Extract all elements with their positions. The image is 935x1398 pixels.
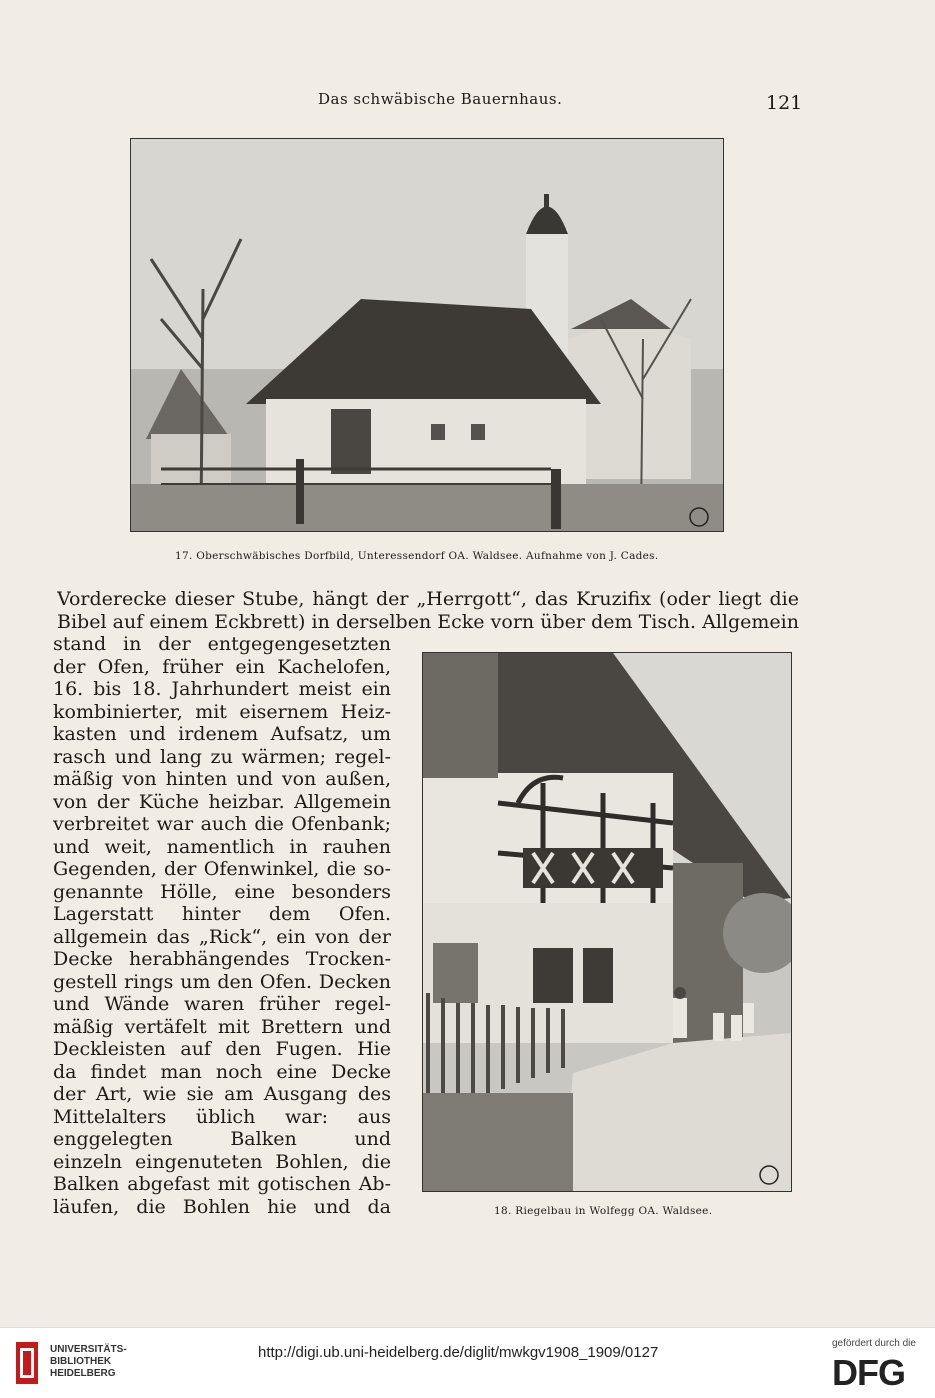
text-line: da findet man noch eine Decke: [53, 1060, 391, 1083]
text-line: Deckleisten auf den Fugen. Hie: [53, 1038, 391, 1060]
library-name-line: UNIVERSITÄTS-: [50, 1344, 127, 1355]
text-line: kasten und irdenem Aufsatz, um: [53, 723, 391, 745]
figure-18-half-timbered-house-photo: [422, 652, 792, 1192]
text-line: allgemein das „Rick“, ein von der: [53, 925, 391, 948]
running-title: Das schwäbische Bauernhaus.: [318, 90, 563, 108]
figure-17-village-photo: [130, 138, 724, 532]
library-name-line: BIBLIOTHEK: [50, 1356, 112, 1367]
text-line: der Art, wie sie am Ausgang des: [53, 1083, 391, 1105]
text-line: mäßig vertäfelt mit Brettern und: [53, 1015, 391, 1038]
text-line: verbreitet war auch die Ofenbank;: [53, 813, 391, 835]
text-line: und weit, namentlich in rauhen: [53, 835, 391, 858]
text-line: 16. bis 18. Jahrhundert meist ein: [53, 678, 391, 700]
text-line: der Ofen, früher ein Kachelofen,: [53, 655, 391, 678]
text-line: mäßig von hinten und von außen,: [53, 768, 391, 790]
text-line: Bibel auf einem Eckbrett) in derselben Ecke vorn über dem Tisch. Allgemein: [57, 610, 799, 633]
digitization-footer: [0, 1327, 935, 1398]
text-line: einzeln eingenuteten Bohlen, die: [53, 1150, 391, 1173]
page-number: 121: [766, 92, 803, 114]
text-line: enggelegten Balken und: [53, 1128, 391, 1150]
figure-17-caption: 17. Oberschwäbisches Dorfbild, Unteressendorf OA. Waldsee. Aufnahme von J. Cades.: [175, 550, 659, 562]
text-line: genannte Hölle, eine besonders: [53, 880, 391, 903]
text-line: läufen, die Bohlen hie und da: [53, 1195, 391, 1218]
source-url-link[interactable]: http://digi.ub.uni-heidelberg.de/diglit/mwkgv1908_1909/0127: [258, 1344, 659, 1361]
text-line: rasch und lang zu wärmen; regel-: [53, 745, 391, 768]
text-line: Balken abgefast mit gotischen Ab-: [53, 1173, 391, 1195]
funded-by-text: gefördert durch die: [832, 1338, 916, 1349]
figure-18-caption: 18. Riegelbau in Wolfegg OA. Waldsee.: [494, 1205, 713, 1217]
text-line: gestell rings um den Ofen. Decken: [53, 970, 391, 993]
text-line: und Wände waren früher regel-: [53, 993, 391, 1015]
text-line: Decke herabhängendes Trocken-: [53, 948, 391, 970]
library-name-line: HEIDELBERG: [50, 1368, 116, 1379]
dfg-logo: DFG: [832, 1352, 905, 1393]
body-text-full-width: [57, 588, 799, 633]
text-line: kombinierter, mit eisernem Heiz-: [53, 700, 391, 723]
text-line: Mittelalters üblich war: aus: [53, 1105, 391, 1128]
body-text-column: [53, 633, 391, 1218]
text-line: stand in der entgegengesetzten: [53, 633, 391, 655]
text-line: Vorderecke dieser Stube, hängt der „Herrgott“, das Kruzifix (oder liegt die: [57, 588, 799, 610]
text-line: von der Küche heizbar. Allgemein: [53, 790, 391, 813]
library-name: [50, 1344, 127, 1380]
text-line: Lagerstatt hinter dem Ofen.: [53, 903, 391, 925]
text-line: Gegenden, der Ofenwinkel, die so-: [53, 858, 391, 880]
library-logo-icon: [16, 1342, 38, 1384]
